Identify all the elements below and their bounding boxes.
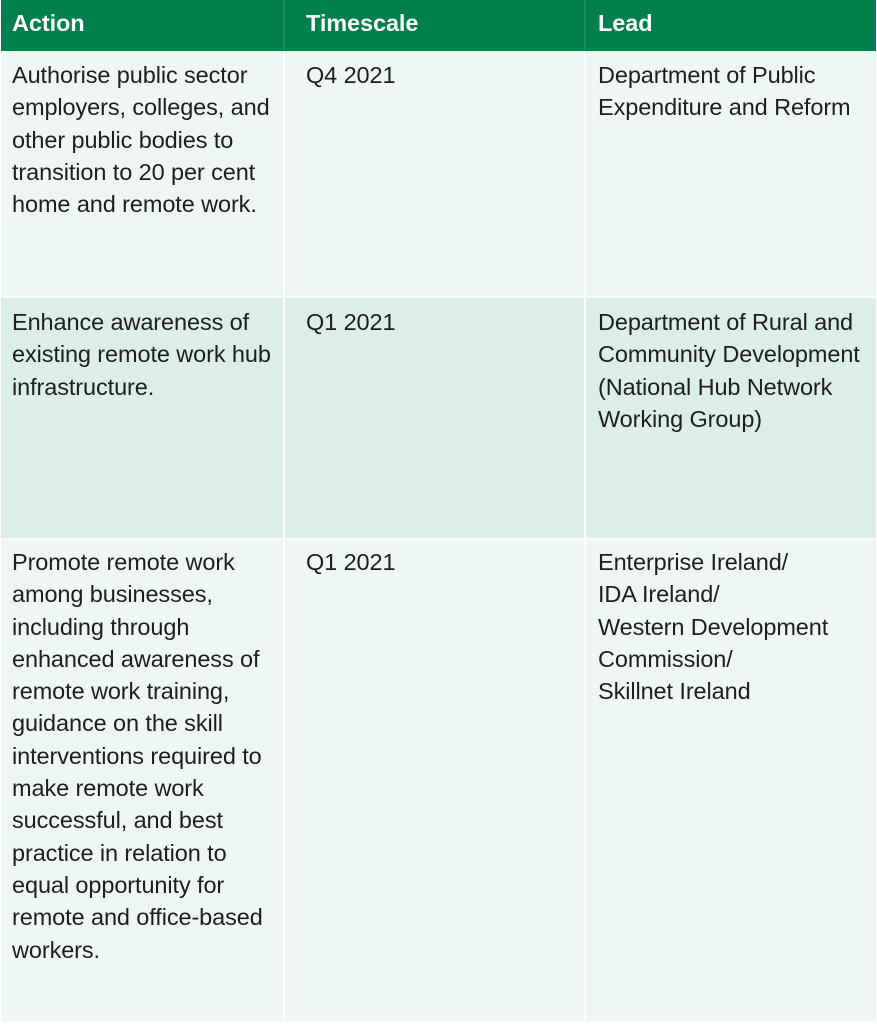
- row-3-timescale-text: Q1 2021: [306, 549, 396, 575]
- row-1-lead: [584, 51, 876, 296]
- row-3-lead-text: Enterprise Ireland/ IDA Ireland/ Western Development Commission/ Skillnet Ireland: [598, 549, 829, 705]
- row-1-action: [1, 51, 283, 296]
- row-2-action: [1, 296, 283, 538]
- row-1-timescale: [283, 51, 584, 296]
- row-3-lead: [584, 538, 876, 1022]
- row-1-lead-text: Department of Public Expenditure and Reform: [598, 62, 851, 121]
- row-2-action-text: Enhance awareness of existing remote work hub infrastructure.: [12, 309, 271, 400]
- row-2-lead-text: Department of Rural and Community Development (National Hub Network Working Group): [598, 309, 860, 432]
- header-action: Action: [1, 0, 283, 51]
- row-2-timescale-text: Q1 2021: [306, 309, 396, 335]
- actions-table: [1, 0, 876, 1022]
- row-1-timescale-text: Q4 2021: [306, 62, 396, 88]
- row-3-action: [1, 538, 283, 1022]
- row-3-action-text: Promote remote work among businesses, including through enhanced awareness of remote work training, guidance on the skill interventions required to make remote work successful, and best practice in relation to equal opportunity for remote and office-based workers.: [12, 549, 263, 963]
- row-1-action-text: Authorise public sector employers, colleges, and other public bodies to transition to 20 per cent home and remote work.: [12, 62, 270, 218]
- row-2-lead: [584, 296, 876, 538]
- row-3-timescale: [283, 538, 584, 1022]
- header-lead: Lead: [584, 0, 876, 51]
- header-timescale: Timescale: [283, 0, 584, 51]
- row-2-timescale: [283, 296, 584, 538]
